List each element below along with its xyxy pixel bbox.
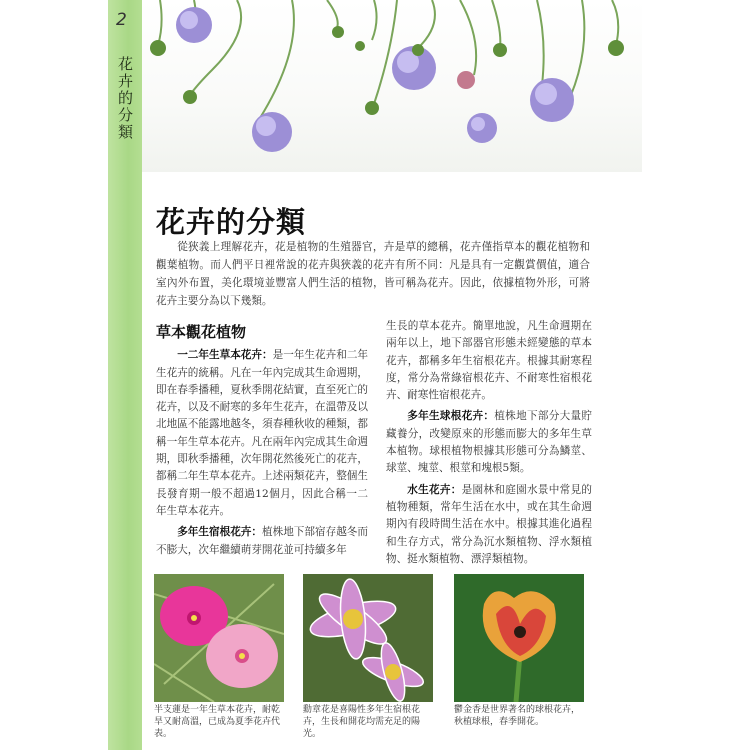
intro-paragraph: 從狹義上理解花卉，花是植物的生殖器官，卉是草的總稱，花卉僅指草本的觀花植物和觀葉植物。而人們平日裡常說的花卉與狹義的花卉有所不同：凡是具有一定觀賞價值，適合室內外布置，美化環境並豐富人們生活的植物，皆可稱為花卉。因此，依據植物外形，可將花卉主要分為以下幾類。	[156, 241, 590, 307]
photo-tulip	[454, 574, 584, 702]
section-tab: 花卉的分類	[116, 56, 134, 141]
paragraph-annual	[156, 347, 368, 520]
page-number: 2	[116, 10, 127, 30]
tulip-image	[454, 574, 584, 702]
left-column	[156, 320, 368, 563]
caption-tulip: 鬱金香是世界著名的球根花卉，秋植球根，春季開花。	[454, 705, 581, 727]
paragraph-aquatic	[386, 482, 592, 568]
section-heading: 草本觀花植物	[156, 323, 247, 341]
body-perennial-start: 植株地下部宿存越冬而不膨大，次年繼續萌芽開花並可持續多年	[156, 526, 369, 556]
photo-gazania	[303, 574, 433, 702]
term-perennial: 多年生宿根花卉：	[177, 526, 262, 539]
photo-portulaca	[154, 574, 284, 702]
body-bulb: 植株地下部分大量貯藏養分，改變原來的形態而膨大的多年生草本植物。球根植物根據其形態可分為鱗莖、球莖、塊莖、根莖和塊根5類。	[386, 410, 592, 475]
paragraph-perennial-part1	[156, 524, 368, 559]
term-bulb: 多年生球根花卉：	[407, 410, 495, 423]
page-title: 花卉的分類	[156, 205, 307, 239]
scabiosa-illustration	[142, 0, 642, 172]
header-flower-banner	[142, 0, 642, 172]
term-aquatic: 水生花卉：	[407, 483, 462, 496]
body-annual: 是一年生花卉和二年生花卉的統稱。凡在一年內完成其生命週期，即在春季播種，夏秋季開花結實，直至死亡的花卉，以及不耐寒的多年生花卉，在溫帶及以北地區不能露地越冬，須春種秋收的種類，都稱一年生草本花卉。凡在兩年內完成其生命週期，即秋季播種，次年開花然後死亡的花卉，都稱二年生草本花卉。上述兩類花卉，整個生長發育期一般不超過12個月，因此合稱一二年生草本花卉。	[156, 349, 369, 517]
caption-portulaca: 半支蓮是一年生草本花卉，耐乾旱又耐高溫，已成為夏季花卉代表。	[154, 705, 281, 739]
body-perennial-end: 生長的草本花卉。簡單地說，凡生命週期在兩年以上，地下部器官形態未經變態的草本花卉，都稱多年生宿根花卉。根據其耐寒程度，常分為常綠宿根花卉、不耐寒性宿根花卉、耐寒性宿根花卉。	[386, 320, 592, 402]
portulaca-image	[154, 574, 284, 702]
paragraph-bulb	[386, 408, 592, 477]
term-annual: 一二年生草本花卉：	[177, 349, 273, 362]
body-aquatic: 是園林和庭園水景中常見的植物種類，常年生活在水中，或在其生命週期內有段時間生活在水中。根據其進化過程和生存方式，常分為沉水類植物、浮水類植物、挺水類植物、漂浮類植物。	[386, 483, 593, 565]
caption-gazania: 勳章花是喜陽性多年生宿根花卉，生長和開花均需充足的陽光。	[303, 705, 421, 739]
gazania-image	[303, 574, 433, 702]
right-column	[386, 318, 592, 572]
paragraph-perennial-part2	[386, 318, 592, 404]
